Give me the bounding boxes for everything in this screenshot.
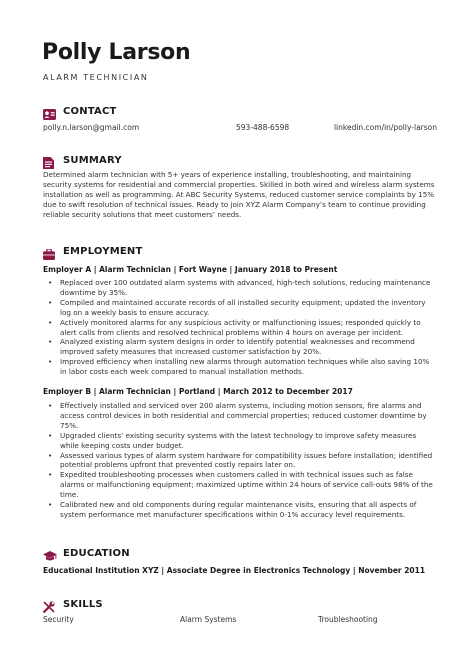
skill-item: Troubleshooting xyxy=(318,615,378,624)
email-link[interactable]: polly.n.larson@gmail.com xyxy=(43,123,140,132)
list-item: • Improved efficiency when installing new alarms through automation techniques while also saving 10% in labor costs each week compared to manual installation methods. xyxy=(43,357,436,377)
job-bullets-employer-a xyxy=(43,278,436,377)
skills-heading-label: SKILLS xyxy=(63,598,103,610)
list-item: • Expedited troubleshooting processes when customers called in with technical issues such as false alarms or malfunctioning equipment; maximized uptime within 24 hours of service call-outs 98% of the time. xyxy=(43,470,436,500)
summary-heading-label: SUMMARY xyxy=(63,154,122,166)
candidate-name: Polly Larson xyxy=(42,40,191,65)
phone-number: 593-488-6598 xyxy=(236,123,290,132)
skills-heading xyxy=(43,597,103,611)
contact-heading-label: CONTACT xyxy=(63,105,117,117)
summary-heading xyxy=(43,153,122,167)
education-heading xyxy=(43,546,130,560)
list-item: • Assessed various types of alarm system hardware for compatibility issues before installation; identified potential problems upfront that prevented costly repairs later on. xyxy=(43,451,436,471)
job-title: ALARM TECHNICIAN xyxy=(43,73,149,82)
job-bullets-employer-b xyxy=(43,401,436,520)
list-item: • Upgraded clients’ existing security systems with the latest technology to improve safety measures while keeping costs under budget. xyxy=(43,431,436,451)
briefcase-icon xyxy=(43,245,55,257)
list-item: • Replaced over 100 outdated alarm systems with advanced, high-tech solutions, reducing maintenance downtime by 35%. xyxy=(43,278,436,298)
skill-item: Security xyxy=(43,615,74,624)
document-icon xyxy=(43,154,55,166)
skill-item: Alarm Systems xyxy=(180,615,237,624)
employment-heading-label: EMPLOYMENT xyxy=(63,245,143,257)
education-entry: Educational Institution XYZ | Associate Degree in Electronics Technology | November 2011 xyxy=(43,566,426,575)
graduation-cap-icon xyxy=(43,547,55,559)
job-header-employer-b: Employer B | Alarm Technician | Portland | March 2012 to December 2017 xyxy=(43,387,353,396)
job-header-employer-a: Employer A | Alarm Technician | Fort Wayne | January 2018 to Present xyxy=(43,265,338,274)
list-item: • Calibrated new and old components during regular maintenance visits, ensuring that all aspects of system performance met manufacturer specifications within 0-1% accuracy level requirements. xyxy=(43,500,436,520)
tools-icon xyxy=(43,598,55,610)
employment-heading xyxy=(43,244,143,258)
linkedin-link[interactable]: linkedin.com/in/polly-larson xyxy=(333,123,437,132)
list-item: • Effectively installed and serviced over 200 alarm systems, including motion sensors, fire alarms and access control devices in both residential and commercial properties; reduced customer downtime by 75%. xyxy=(43,401,436,431)
education-heading-label: EDUCATION xyxy=(63,547,130,559)
contact-heading xyxy=(43,104,117,118)
list-item: • Actively monitored alarms for any suspicious activity or malfunctioning issues; responded quickly to alert calls from clients and resolved technical problems within 4 hours on average per incident. xyxy=(43,318,436,338)
summary-text: Determined alarm technician with 5+ years of experience installing, troubleshooting, and maintaining security systems for residential and commercial properties. Skilled in both wired and wireless alarm systems installation as well as programming. At ABC Security Systems, reduced customer service complaints by 15% due to swift resolution of technical issues. Ready to join XYZ Alarm Company’s team to continue providing reliable security solutions that meet customers’ needs. xyxy=(43,170,435,219)
list-item: • Analyzed existing alarm system designs in order to identify potential weaknesses and recommend improved safety measures that increased customer satisfaction by 20%. xyxy=(43,337,436,357)
address-card-icon xyxy=(43,105,55,117)
list-item: • Compiled and maintained accurate records of all installed security equipment; updated the inventory log on a weekly basis to ensure accuracy. xyxy=(43,298,436,318)
